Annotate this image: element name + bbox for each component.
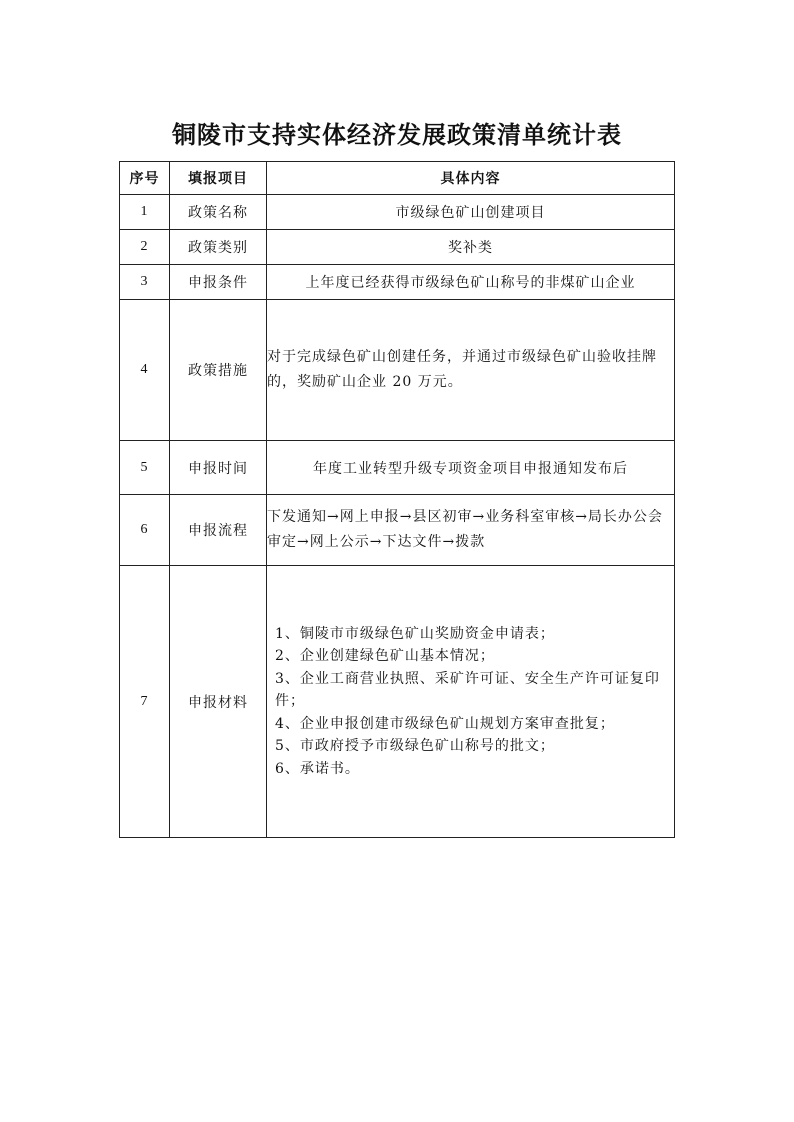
row-item: 政策类别	[170, 230, 267, 265]
list-item: 6、承诺书。	[275, 760, 360, 777]
row-num: 7	[120, 566, 170, 838]
page-title: 铜陵市支持实体经济发展政策清单统计表	[172, 120, 622, 149]
row-item: 政策名称	[170, 195, 267, 230]
row-content: 上年度已经获得市级绿色矿山称号的非煤矿山企业	[267, 265, 675, 300]
header-content: 具体内容	[267, 162, 675, 195]
row-content: 对于完成绿色矿山创建任务，并通过市级绿色矿山验收挂牌的，奖励矿山企业 20 万元。	[267, 300, 675, 441]
row-item: 申报材料	[170, 566, 267, 838]
header-item: 填报项目	[170, 162, 267, 195]
policy-table	[119, 161, 675, 838]
table-row	[120, 265, 675, 300]
header-row	[120, 162, 675, 195]
table-row	[120, 495, 675, 566]
row-num: 1	[120, 195, 170, 230]
row-num: 4	[120, 300, 170, 441]
list-item: 2、企业创建绿色矿山基本情况；	[275, 648, 495, 665]
list-item: 3、企业工商营业执照、采矿许可证、安全生产许可证复印件；	[275, 670, 660, 710]
row-item: 申报时间	[170, 441, 267, 495]
header-num: 序号	[120, 162, 170, 195]
row-content: 奖补类	[267, 230, 675, 265]
row-num: 6	[120, 495, 170, 566]
row-content: 下发通知→网上申报→县区初审→业务科室审核→局长办公会审定→网上公示→下达文件→拨款	[267, 495, 675, 566]
row-num: 3	[120, 265, 170, 300]
table-row	[120, 300, 675, 441]
row-item: 申报条件	[170, 265, 267, 300]
table-row	[120, 566, 675, 838]
row-content: 市级绿色矿山创建项目	[267, 195, 675, 230]
row-num: 5	[120, 441, 170, 495]
table-row	[120, 441, 675, 495]
row-content: 年度工业转型升级专项资金项目申报通知发布后	[267, 441, 675, 495]
list-item: 4、企业申报创建市级绿色矿山规划方案审查批复；	[275, 715, 615, 732]
row-item: 政策措施	[170, 300, 267, 441]
table-row	[120, 230, 675, 265]
row-item: 申报流程	[170, 495, 267, 566]
row-num: 2	[120, 230, 170, 265]
list-item: 1、铜陵市市级绿色矿山奖励资金申请表；	[275, 625, 555, 642]
table-row	[120, 195, 675, 230]
row-content	[267, 566, 675, 838]
materials-list	[267, 623, 674, 781]
list-item: 5、市政府授予市级绿色矿山称号的批文；	[275, 738, 555, 755]
